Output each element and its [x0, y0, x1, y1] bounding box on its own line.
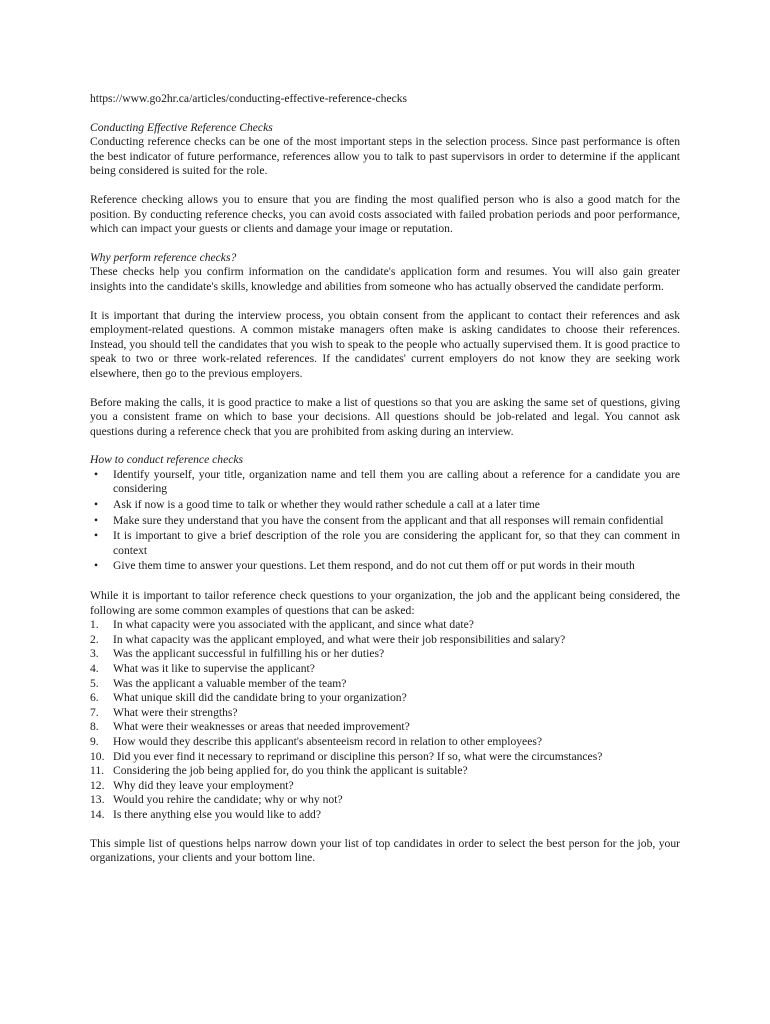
- bullet-text: Identify yourself, your title, organization name and tell them you are calling about a reference for a candidate you are considering: [113, 467, 680, 496]
- question-number: 8.: [90, 720, 99, 734]
- how-bullet-list: [90, 468, 680, 574]
- question-number: 1.: [90, 618, 99, 632]
- source-url: https://www.go2hr.ca/articles/conducting-effective-reference-checks: [90, 92, 408, 105]
- question-text: Was the applicant successful in fulfilling his or her duties?: [113, 647, 385, 661]
- why-paragraph-1: These checks help you confirm information on the candidate's application form and resumes. You will also gain greater insights into the candidate's skills, knowledge and abilities from someone who has actually observed the candidate perform.: [90, 265, 680, 293]
- closing-paragraph: This simple list of questions helps narrow down your list of top candidates in order to select the best person for the job, your organizations, your clients and your bottom line.: [90, 836, 680, 865]
- list-item: [90, 498, 680, 513]
- list-item: [90, 633, 680, 648]
- questions-intro: While it is important to tailor reference check questions to your organization, the job and the applicant being considered, the following are some common examples of questions that can be asked:: [90, 589, 680, 617]
- list-item: [90, 662, 680, 677]
- question-number: 2.: [90, 632, 99, 646]
- list-item: [90, 559, 680, 574]
- bullet-icon: •: [93, 559, 99, 573]
- document-page: [90, 92, 680, 866]
- bullet-icon: •: [93, 529, 99, 543]
- list-item: [90, 618, 680, 633]
- question-text: What was it like to supervise the applicant?: [113, 662, 315, 675]
- intro-paragraph-2: Reference checking allows you to ensure that you are finding the most qualified person who is also a good match for the position. By conducting reference checks, you can avoid costs associated with failed probation periods and poor performance, which can impact your guests or clients and damage your image or reputation.: [90, 192, 680, 236]
- question-text: In what capacity was the applicant employed, and what were their job responsibilities and salary?: [113, 632, 566, 646]
- bullet-text: Make sure they understand that you have the consent from the applicant and that all responses will remain confidential: [113, 513, 664, 527]
- question-text: Did you ever find it necessary to reprimand or discipline this person? If so, what were the circumstances?: [113, 749, 603, 763]
- question-number: 10.: [90, 749, 105, 763]
- how-heading: How to conduct reference checks: [90, 453, 244, 467]
- question-number: 14.: [90, 807, 105, 821]
- bullet-text: It is important to give a brief description of the role you are considering the applicant for, so that they can comment in context: [113, 529, 680, 557]
- question-text: Why did they leave your employment?: [113, 778, 294, 792]
- question-number: 13.: [90, 793, 105, 807]
- list-item: [90, 808, 680, 823]
- question-text: Is there anything else you would like to add?: [113, 807, 321, 821]
- question-text: Would you rehire the candidate; why or why not?: [113, 793, 343, 807]
- question-number: 12.: [90, 778, 105, 792]
- question-text: Considering the job being applied for, do you think the applicant is suitable?: [113, 764, 468, 778]
- question-text: What unique skill did the candidate bring to your organization?: [113, 691, 407, 705]
- list-item: [90, 529, 680, 558]
- bullet-icon: •: [93, 467, 99, 481]
- list-item: [90, 735, 680, 750]
- question-text: What were their strengths?: [113, 705, 238, 719]
- why-heading: Why perform reference checks?: [90, 250, 237, 264]
- question-number: 7.: [90, 705, 99, 719]
- list-item: [90, 647, 680, 662]
- list-item: [90, 706, 680, 721]
- question-text: How would they describe this applicant's absenteeism record in relation to other employees?: [113, 734, 542, 748]
- question-number: 3.: [90, 647, 99, 661]
- list-item: [90, 691, 680, 706]
- list-item: [90, 779, 680, 794]
- question-number: 11.: [90, 764, 105, 778]
- bullet-text: Ask if now is a good time to talk or whether they would rather schedule a call at a later time: [113, 498, 540, 512]
- intro-paragraph-1: Conducting reference checks can be one of the most important steps in the selection process. Since past performance is often the best indicator of future performance, references allow you to talk to past supervisors in order to determine if the applicant being considered is suited for the role.: [90, 135, 680, 178]
- bullet-text: Give them time to answer your questions. Let them respond, and do not cut them off or put words in their mouth: [113, 559, 635, 573]
- list-item: [90, 793, 680, 808]
- question-number: 4.: [90, 662, 99, 675]
- question-number: 9.: [90, 734, 99, 748]
- list-item: [90, 677, 680, 692]
- list-item: [90, 720, 680, 735]
- question-text: What were their weaknesses or areas that needed improvement?: [113, 720, 410, 734]
- list-item: [90, 468, 680, 497]
- question-number: 5.: [90, 676, 99, 690]
- questions-list: [90, 618, 680, 822]
- why-paragraph-3: Before making the calls, it is good practice to make a list of questions so that you are asking the same set of questions, giving you a consistent frame on which to base your decisions. All questions should be job-related and legal. You cannot ask questions during a reference check that you are prohibited from asking during an interview.: [90, 395, 680, 438]
- question-text: Was the applicant a valuable member of the team?: [113, 676, 347, 690]
- list-item: [90, 750, 680, 765]
- article-title: Conducting Effective Reference Checks: [90, 120, 273, 134]
- bullet-icon: •: [93, 513, 99, 527]
- why-paragraph-2: It is important that during the interview process, you obtain consent from the applicant to contact their references and ask employment-related questions. A common mistake managers often make is asking candidates to choose their references. Instead, you should tell the candidates that you wish to speak to the people who actually supervised them. It is good practice to speak to two or three work-related references. If the candidates' current employers do not know they are seeking work elsewhere, then go to the previous employers.: [90, 308, 680, 380]
- list-item: [90, 514, 680, 529]
- question-number: 6.: [90, 691, 99, 705]
- bullet-icon: •: [93, 498, 99, 512]
- question-text: In what capacity were you associated with the applicant, and since what date?: [113, 618, 474, 632]
- list-item: [90, 764, 680, 779]
